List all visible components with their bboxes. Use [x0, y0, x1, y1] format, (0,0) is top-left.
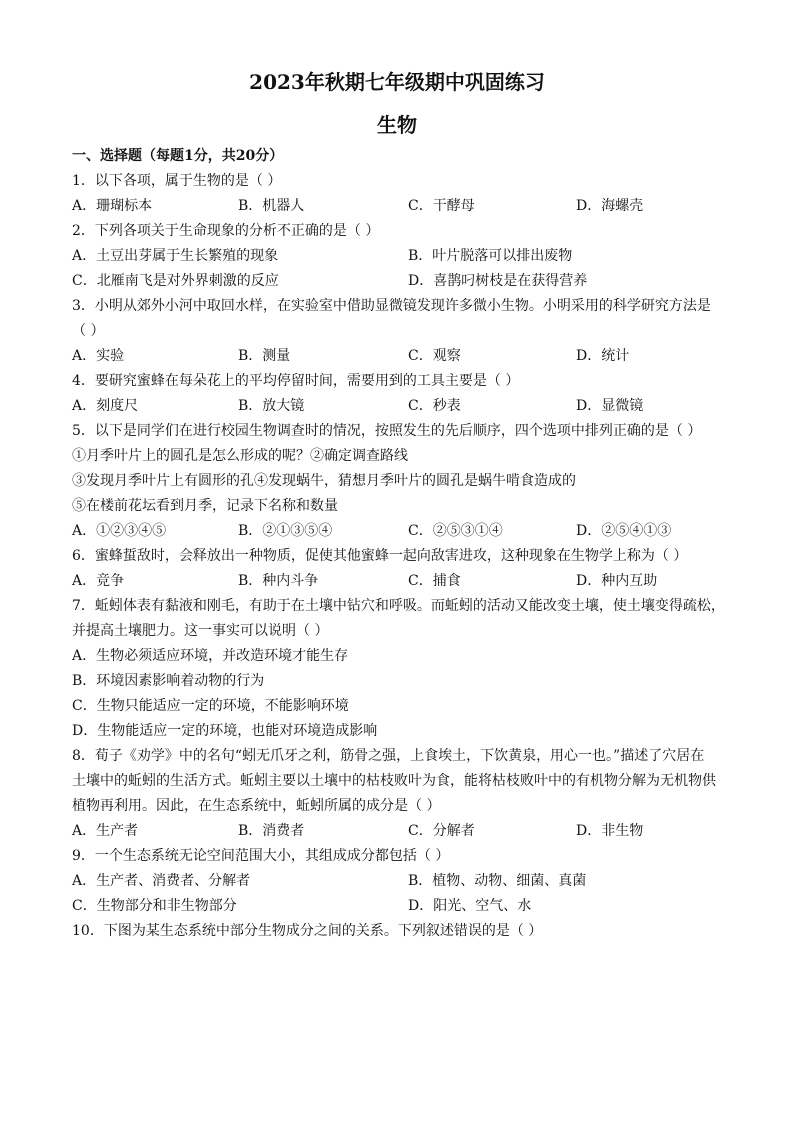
question-2-option-d: D．喜鹊叼树枝是在获得营养: [408, 273, 588, 289]
question-5-item-line-1: ①月季叶片上的圆孔是怎么形成的呢？②确定调查路线: [72, 448, 408, 464]
question-6-option-c: C．捕食: [408, 573, 461, 589]
question-2-option-a: A．土豆出芽属于生长繁殖的现象: [72, 248, 279, 264]
question-1-option-a: A．珊瑚标本: [72, 198, 153, 214]
question-list: [72, 144, 732, 944]
question-3-stem-cont: （ ）: [72, 323, 105, 339]
question-5-option-c: C．②⑤③①④: [408, 523, 503, 539]
question-3-stem: 3．小明从郊外小河中取回水样，在实验室中借助显微镜发现许多微小生物。小明采用的科学研究方法是: [72, 298, 711, 314]
question-9-option-a: A．生产者、消费者、分解者: [72, 873, 251, 889]
question-3-option-d: D．统计: [576, 348, 630, 364]
question-6-option-d: D．种内互助: [576, 573, 658, 589]
question-8-stem-cont-1: 土壤中的蚯蚓的生活方式。蚯蚓主要以土壤中的枯枝败叶为食，能将枯枝败叶中的有机物分解为无机物供: [72, 773, 716, 789]
section-heading: 一、选择题（每题1分，共20分）: [72, 148, 284, 164]
question-9-options-cd: [72, 894, 732, 919]
question-1-options: [72, 194, 732, 219]
question-8-stem-cont-2: 植物再利用。因此，在生态系统中，蚯蚓所属的成分是（ ）: [72, 798, 441, 814]
question-9-option-d: D．阳光、空气、水: [408, 898, 532, 914]
question-7-stem-cont: 并提高土壤肥力。这一事实可以说明（ ）: [72, 623, 329, 639]
question-4-stem: 4．要研究蜜蜂在每朵花上的平均停留时间，需要用到的工具主要是（ ）: [72, 373, 520, 389]
question-7-stem: 7．蚯蚓体表有黏液和刚毛，有助于在土壤中钻穴和呼吸。而蚯蚓的活动又能改变土壤，使土壤变得疏松，: [72, 598, 725, 614]
question-7-option-d: D．生物能适应一定的环境，也能对环境造成影响: [72, 723, 378, 739]
question-9-option-c: C．生物部分和非生物部分: [72, 898, 237, 914]
question-8-option-d: D．非生物: [576, 823, 644, 839]
question-5-item-line-3: ⑤在楼前花坛看到月季，记录下名称和数量: [72, 498, 338, 514]
question-5-stem: 5．以下是同学们在进行校园生物调查时的情况，按照发生的先后顺序，四个选项中排列正确的是（ ）: [72, 423, 702, 439]
question-3-option-b: B．测量: [238, 348, 291, 364]
question-5-options: [72, 519, 732, 544]
question-3-option-c: C．观察: [408, 348, 461, 364]
question-7-option-a: A．生物必须适应环境，并改造环境才能生存: [72, 648, 349, 664]
question-5-option-b: B．②①③⑤④: [238, 523, 333, 539]
question-7-option-c: C．生物只能适应一定的环境，不能影响环境: [72, 698, 349, 714]
question-8-stem: 8．荀子《劝学》中的名句“蚓无爪牙之利，筋骨之强，上食埃土，下饮黄泉，用心一也。”描述了穴居在: [72, 748, 705, 764]
question-1-stem: 1．以下各项，属于生物的是（ ）: [72, 173, 282, 189]
question-6-stem: 6．蜜蜂蜇敌时，会释放出一种物质，促使其他蜜蜂一起向敌害进攻，这种现象在生物学上称为（ ）: [72, 548, 688, 564]
question-9-stem: 9．一个生态系统无论空间范围大小，其组成成分都包括（ ）: [72, 848, 450, 864]
question-8-options: [72, 819, 732, 844]
question-6-option-a: A．竞争: [72, 573, 125, 589]
question-9-option-b: B．植物、动物、细菌、真菌: [408, 873, 587, 889]
question-8-option-b: B．消费者: [238, 823, 305, 839]
question-2-option-b: B．叶片脱落可以排出废物: [408, 248, 573, 264]
question-4-option-a: A．刻度尺: [72, 398, 139, 414]
question-2-options-ab: [72, 244, 732, 269]
exam-title: 2023年秋期七年级期中巩固练习: [249, 70, 545, 94]
question-8-option-c: C．分解者: [408, 823, 475, 839]
question-1-option-c: C．干酵母: [408, 198, 475, 214]
question-8-option-a: A．生产者: [72, 823, 139, 839]
question-2-stem: 2．下列各项关于生命现象的分析不正确的是（ ）: [72, 223, 380, 239]
question-9-options-ab: [72, 869, 732, 894]
question-4-option-b: B．放大镜: [238, 398, 305, 414]
question-5-option-a: A．①②③④⑤: [72, 523, 167, 539]
question-7-option-b: B．环境因素影响着动物的行为: [72, 673, 265, 689]
question-5-item-line-2: ③发现月季叶片上有圆形的孔④发现蜗牛，猜想月季叶片的圆孔是蜗牛啃食造成的: [72, 473, 576, 489]
question-1-option-b: B．机器人: [238, 198, 305, 214]
question-10-stem: 10．下图为某生态系统中部分生物成分之间的关系。下列叙述错误的是（ ）: [72, 923, 543, 939]
question-3-options: [72, 344, 732, 369]
question-5-option-d: D．②⑤④①③: [576, 523, 672, 539]
question-3-option-a: A．实验: [72, 348, 125, 364]
question-2-option-c: C．北雁南飞是对外界刺激的反应: [72, 273, 279, 289]
question-6-options: [72, 569, 732, 594]
question-4-options: [72, 394, 732, 419]
question-2-options-cd: [72, 269, 732, 294]
exam-subject: 生物: [377, 113, 417, 137]
question-4-option-d: D．显微镜: [576, 398, 644, 414]
question-6-option-b: B．种内斗争: [238, 573, 319, 589]
question-4-option-c: C．秒表: [408, 398, 461, 414]
question-1-option-d: D．海螺壳: [576, 198, 644, 214]
